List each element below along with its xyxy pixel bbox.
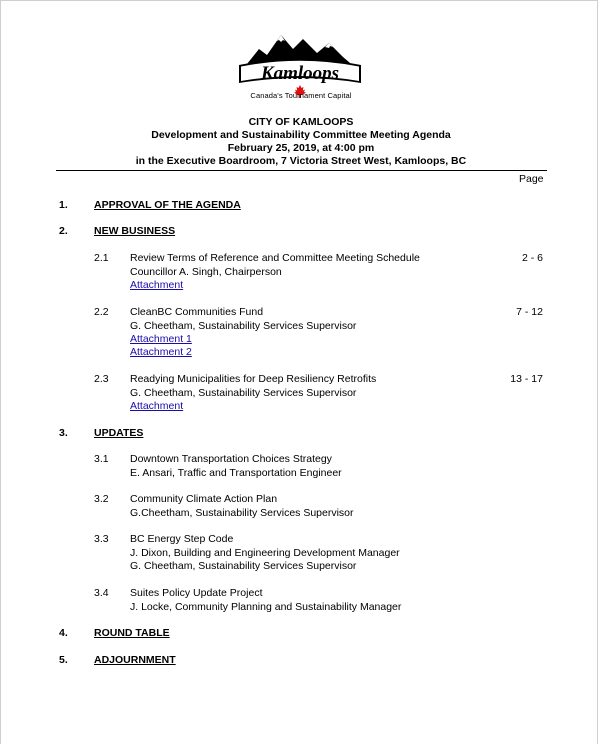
attachment-link[interactable]: Attachment bbox=[130, 279, 184, 291]
section-number: 2. bbox=[59, 225, 68, 237]
item-presenter: E. Ansari, Traffic and Transportation Engineer bbox=[130, 467, 342, 479]
item-title: Review Terms of Reference and Committee Meeting Schedule bbox=[130, 252, 420, 264]
agenda-title: Development and Sustainability Committee Meeting Agenda bbox=[151, 129, 451, 141]
page-column-heading: Page bbox=[519, 173, 544, 185]
section-title: APPROVAL OF THE AGENDA bbox=[94, 199, 241, 211]
section-title: UPDATES bbox=[94, 427, 144, 439]
item-presenter: J. Dixon, Building and Engineering Development Manager bbox=[130, 547, 400, 559]
item-presenter: J. Locke, Community Planning and Sustainability Manager bbox=[130, 601, 402, 613]
section-number: 5. bbox=[59, 654, 68, 666]
item-title: Community Climate Action Plan bbox=[130, 493, 278, 505]
item-number: 2.3 bbox=[94, 373, 109, 385]
item-number: 2.2 bbox=[94, 306, 109, 318]
item-presenter: G. Cheetham, Sustainability Services Supervisor bbox=[130, 560, 357, 572]
attachment-link[interactable]: Attachment 2 bbox=[130, 346, 192, 358]
item-number: 3.3 bbox=[94, 533, 109, 545]
section-number: 1. bbox=[59, 199, 68, 211]
item-number: 2.1 bbox=[94, 252, 109, 264]
item-pages: 13 - 17 bbox=[510, 373, 543, 385]
item-presenter: G. Cheetham, Sustainability Services Supervisor bbox=[130, 320, 357, 332]
item-title: Suites Policy Update Project bbox=[130, 587, 263, 599]
item-presenter: G.Cheetham, Sustainability Services Supervisor bbox=[130, 507, 354, 519]
item-title: Downtown Transportation Choices Strategy bbox=[130, 453, 332, 465]
item-number: 3.1 bbox=[94, 453, 109, 465]
item-pages: 7 - 12 bbox=[516, 306, 543, 318]
item-presenter: G. Cheetham, Sustainability Services Supervisor bbox=[130, 387, 357, 399]
item-presenter: Councillor A. Singh, Chairperson bbox=[130, 266, 282, 278]
section-title: NEW BUSINESS bbox=[94, 225, 176, 237]
attachment-link[interactable]: Attachment bbox=[130, 400, 184, 412]
item-number: 3.4 bbox=[94, 587, 109, 599]
tagline: Canada's Tournament Capital bbox=[250, 91, 352, 100]
org-name: CITY OF KAMLOOPS bbox=[248, 116, 354, 128]
item-title: BC Energy Step Code bbox=[130, 533, 234, 545]
section-title: ROUND TABLE bbox=[94, 627, 170, 639]
section-number: 3. bbox=[59, 427, 68, 439]
section-number: 4. bbox=[59, 627, 68, 639]
meeting-date: February 25, 2019, at 4:00 pm bbox=[227, 142, 375, 154]
item-title: CleanBC Communities Fund bbox=[130, 306, 264, 318]
meeting-location: in the Executive Boardroom, 7 Victoria Street West, Kamloops, BC bbox=[135, 155, 467, 167]
svg-text:Kamloops: Kamloops bbox=[260, 63, 340, 84]
item-pages: 2 - 6 bbox=[521, 252, 543, 264]
section-title: ADJOURNMENT bbox=[94, 654, 176, 666]
item-title: Readying Municipalities for Deep Resiliency Retrofits bbox=[130, 373, 377, 385]
item-number: 3.2 bbox=[94, 493, 109, 505]
attachment-link[interactable]: Attachment 1 bbox=[130, 333, 192, 345]
header-divider bbox=[56, 170, 547, 171]
